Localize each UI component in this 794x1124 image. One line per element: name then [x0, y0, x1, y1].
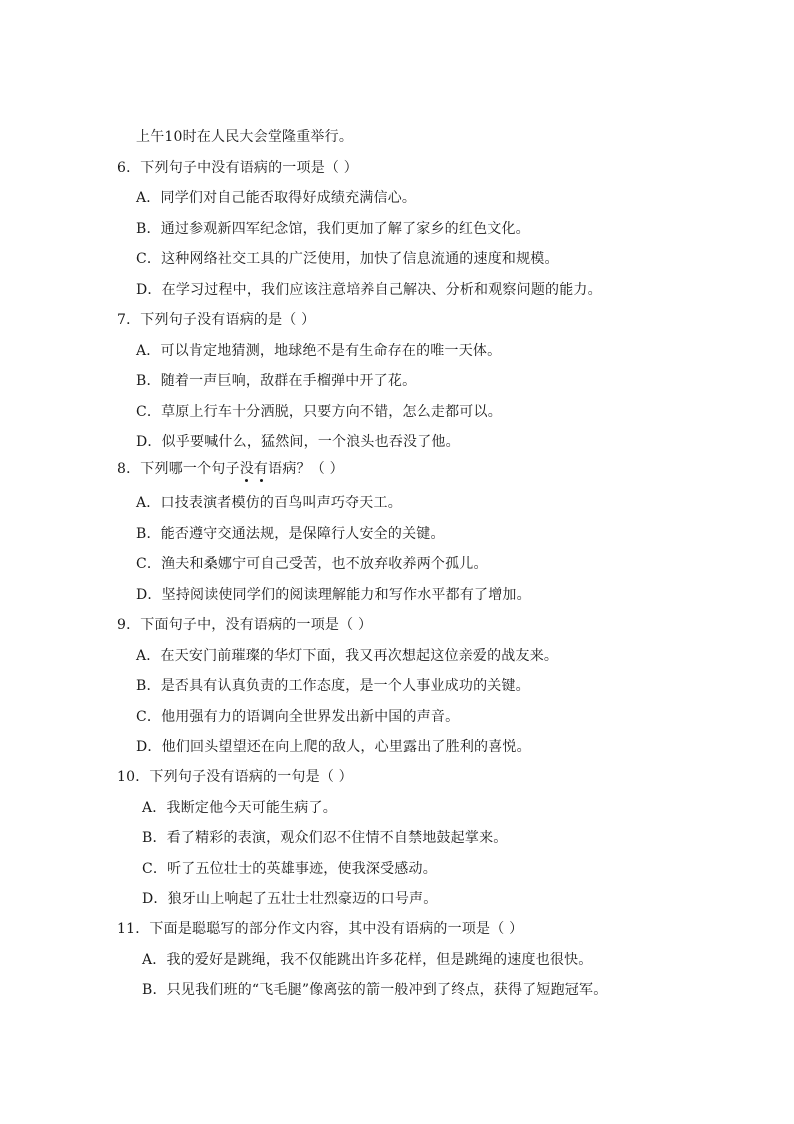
- emphasis-char-2: 有: [253, 461, 269, 477]
- question-6-option-a: A．同学们对自己能否取得好成绩充满信心。: [136, 190, 417, 206]
- question-9-option-c: C．他用强有力的语调向全世界发出新中国的声音。: [136, 709, 460, 725]
- question-8-option-b: B．能否遵守交通法规，是保障行人安全的关键。: [136, 526, 445, 542]
- question-9: 9．下面句子中，没有语病的一项是（ ）: [117, 617, 373, 633]
- question-7-option-c: C．草原上行车十分洒脱，只要方向不错，怎么走都可以。: [136, 404, 502, 420]
- question-9-option-d: D．他们回头望望还在向上爬的敌人，心里露出了胜利的喜悦。: [136, 739, 531, 755]
- question-10-option-d: D．狼牙山上响起了五壮士壮烈豪迈的口号声。: [142, 891, 438, 907]
- question-6-option-d: D．在学习过程中，我们应该注意培养自己解决、分析和观察问题的能力。: [136, 282, 602, 298]
- question-8-option-a: A．口技表演者模仿的百鸟叫声巧夺天工。: [136, 495, 402, 511]
- question-11: 11．下面是聪聪写的部分作文内容，其中没有语病的一项是（ ）: [117, 921, 524, 937]
- question-6-option-c: C．这种网络社交工具的广泛使用，加快了信息流通的速度和规模。: [136, 251, 559, 267]
- question-8-prefix: 8．下列哪一个句子: [117, 461, 240, 477]
- question-10-option-b: B．看了精彩的表演，观众们忍不住情不自禁地鼓起掌来。: [142, 830, 508, 846]
- question-10-option-c: C．听了五位壮士的英雄事迹，使我深受感动。: [142, 861, 437, 877]
- question-7-option-b: B．随着一声巨响，敌群在手榴弹中开了花。: [136, 373, 417, 389]
- question-8-option-c: C．渔夫和桑娜宁可自己受苦，也不放弃收养两个孤儿。: [136, 556, 488, 572]
- question-8-suffix: 语病？（ ）: [268, 461, 344, 477]
- question-11-option-b: B．只见我们班的“飞毛腿”像离弦的箭一般冲到了终点，获得了短跑冠军。: [142, 982, 608, 998]
- question-8: [117, 460, 344, 478]
- question-10: 10．下列句子没有语病的一句是（ ）: [117, 769, 353, 785]
- question-6: 6．下列句子中没有语病的一项是（ ）: [117, 160, 358, 176]
- question-9-option-b: B．是否具有认真负责的工作态度，是一个人事业成功的关键。: [136, 678, 530, 694]
- question-9-option-a: A．在天安门前璀璨的华灯下面，我又再次想起这位亲爱的战友来。: [136, 648, 559, 664]
- question-10-option-a: A．我断定他今天可能生病了。: [142, 800, 337, 816]
- question-8-option-d: D．坚持阅读使同学们的阅读理解能力和写作水平都有了增加。: [136, 587, 531, 603]
- question-7-option-a: A．可以肯定地猜测，地球绝不是有生命存在的唯一天体。: [136, 343, 502, 359]
- question-7: 7．下列句子没有语病的是（ ）: [117, 312, 316, 328]
- emphasis-char-1: 没: [239, 461, 254, 477]
- continued-text: 上午10时在人民大会堂隆重举行。: [136, 129, 354, 145]
- question-7-option-d: D．似乎要喊什么，猛然间，一个浪头也吞没了他。: [136, 434, 460, 450]
- question-6-option-b: B．通过参观新四军纪念馆，我们更加了解了家乡的红色文化。: [136, 221, 530, 237]
- question-11-option-a: A．我的爱好是跳绳，我不仅能跳出许多花样，但是跳绳的速度也很快。: [142, 952, 593, 968]
